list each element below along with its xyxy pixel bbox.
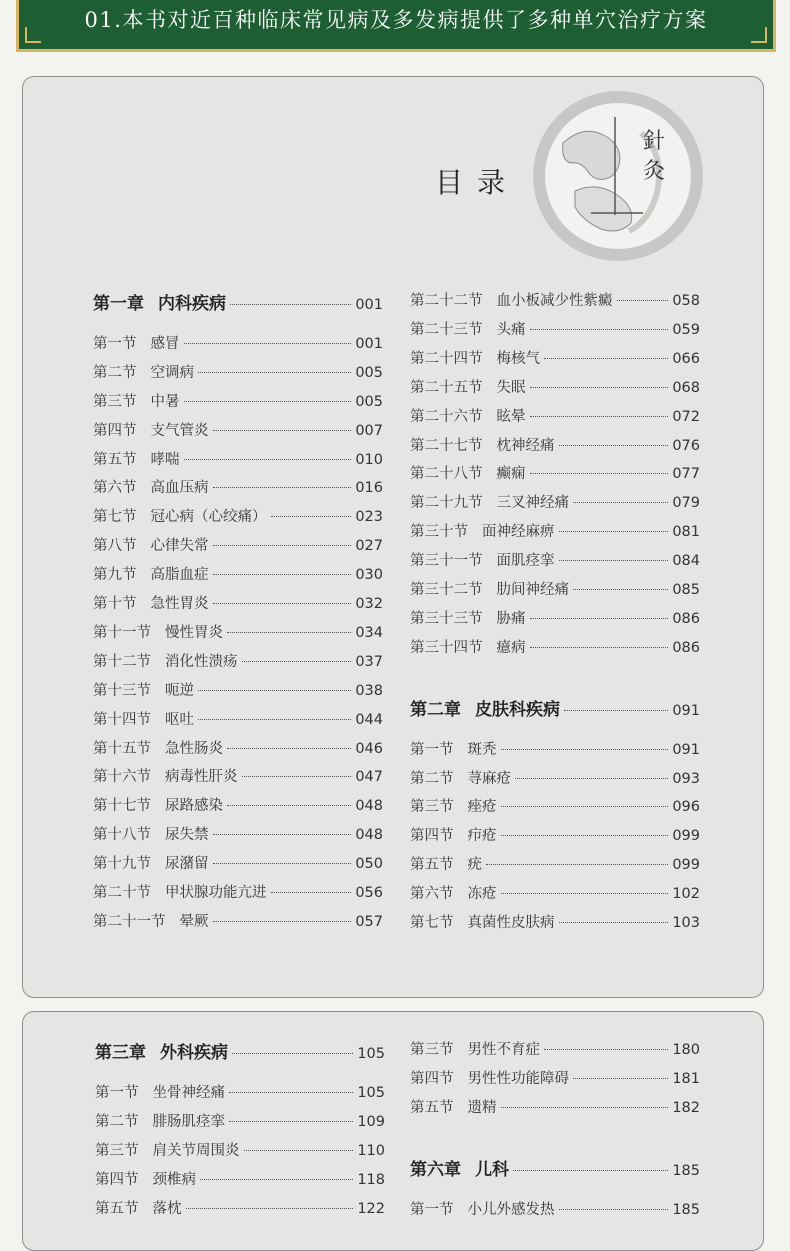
page-number: 105: [357, 1084, 385, 1101]
leader-dots: [213, 921, 352, 922]
toc-section-row: [410, 738, 700, 759]
leader-dots: [242, 776, 352, 777]
page-number: 091: [672, 702, 700, 719]
page-number: 086: [672, 610, 700, 627]
section-number: 第三节: [410, 1042, 454, 1058]
leader-dots: [530, 416, 669, 417]
leader-dots: [184, 343, 352, 344]
page-number: 103: [672, 915, 700, 931]
section-number: 第二十四节: [410, 350, 483, 367]
section-title: 胁痛: [496, 610, 526, 627]
section-title: 荨麻疮: [467, 770, 511, 787]
page-number: 093: [672, 770, 700, 787]
page-number: 068: [672, 379, 700, 396]
section-number: 第二节: [410, 770, 454, 787]
leader-dots: [559, 531, 669, 532]
section-title: 空调病: [150, 364, 194, 381]
section-title: 呕吐: [165, 711, 194, 728]
section-title: 面神经麻痹: [482, 524, 555, 541]
toc-section-row: [95, 1081, 385, 1102]
leader-dots: [213, 863, 352, 864]
leader-dots: [227, 805, 351, 806]
toc-section-row: [93, 679, 383, 700]
section-title: 小儿外感发热: [467, 1201, 555, 1218]
leader-dots: [501, 835, 669, 836]
leader-dots: [564, 710, 668, 711]
page-number: 048: [355, 827, 383, 844]
toc-section-row: [93, 794, 383, 815]
section-title: 慢性胃炎: [165, 624, 223, 641]
page-number: 007: [355, 422, 383, 439]
leader-dots: [213, 603, 352, 604]
section-number: 第二十一节: [93, 913, 166, 930]
section-number: 第十一节: [93, 624, 151, 641]
page-number: 079: [672, 495, 700, 512]
section-title: 男性性功能障碍: [467, 1070, 569, 1087]
section-number: 第五节: [95, 1200, 139, 1217]
leader-dots: [501, 1107, 669, 1108]
toc-card-1: [22, 76, 764, 998]
section-title: 血小板减少性紫癜: [496, 293, 613, 309]
section-number: 第一节: [93, 335, 137, 352]
toc-section-row: [93, 881, 383, 902]
leader-dots: [573, 589, 668, 590]
section-number: 第十五节: [93, 740, 151, 757]
section-number: 第十六节: [93, 769, 151, 786]
page-number: 057: [355, 913, 383, 930]
section-title: 枕神经痛: [496, 437, 555, 454]
toc-section-row: [93, 563, 383, 584]
section-title: 颈椎病: [152, 1171, 196, 1188]
leader-dots: [184, 401, 352, 402]
section-number: 第二十五节: [410, 379, 483, 396]
section-number: 第十三节: [93, 682, 151, 699]
page-number: 010: [355, 451, 383, 468]
section-number: 第九节: [93, 567, 137, 584]
section-title: 斑秃: [467, 741, 497, 758]
page-number: 005: [355, 364, 383, 381]
section-title: 疖疮: [467, 828, 497, 845]
section-title: 面肌痉挛: [496, 553, 555, 570]
toc-chapter-row: [410, 1155, 700, 1180]
leader-dots: [229, 1092, 353, 1093]
toc-chapter-row: [410, 695, 700, 720]
chapter-title: 儿科: [475, 1159, 509, 1180]
section-number: 第二节: [95, 1113, 139, 1130]
toc-section-row: [410, 347, 700, 368]
leader-dots: [530, 387, 669, 388]
toc-section-row: [410, 434, 700, 455]
section-number: 第七节: [410, 915, 454, 931]
section-number: 第二十节: [93, 885, 151, 901]
toc-section-row: [93, 448, 383, 469]
toc-section-row: [410, 607, 700, 628]
toc-section-row: [410, 824, 700, 845]
leader-dots: [544, 358, 668, 359]
page-number: 099: [672, 857, 700, 874]
page-number: 076: [672, 437, 700, 454]
leader-dots: [515, 778, 668, 779]
section-number: 第二十八节: [410, 466, 483, 483]
leader-dots: [213, 574, 352, 575]
chapter-number: 第一章: [93, 294, 144, 314]
page-number: 096: [672, 799, 700, 816]
page-number: 059: [672, 321, 700, 338]
section-title: 梅核气: [496, 350, 540, 367]
section-title: 支气管炎: [150, 422, 209, 439]
page-number: 046: [355, 740, 383, 757]
leader-dots: [559, 922, 669, 923]
leader-dots: [501, 806, 669, 807]
section-title: 冠心病（心绞痛）: [150, 509, 267, 526]
leader-dots: [198, 690, 351, 691]
toc-section-row: [93, 534, 383, 555]
leader-dots: [232, 1053, 353, 1054]
toc-section-row: [410, 1198, 700, 1219]
section-title: 坐骨神经痛: [152, 1084, 225, 1101]
page-number: 084: [672, 553, 700, 570]
leader-dots: [213, 487, 352, 488]
page-number: 066: [672, 350, 700, 367]
leader-dots: [559, 445, 669, 446]
page-number: 032: [355, 596, 383, 612]
section-title: 遗精: [467, 1099, 497, 1116]
leader-dots: [513, 1170, 668, 1171]
section-number: 第五节: [410, 857, 454, 874]
section-number: 第二十七节: [410, 437, 483, 454]
section-number: 第三十四节: [410, 639, 483, 656]
section-title: 急性胃炎: [150, 596, 209, 612]
toc-section-row: [93, 592, 383, 613]
leader-dots: [530, 329, 669, 330]
section-title: 呃逆: [165, 682, 194, 699]
section-number: 第一节: [95, 1084, 139, 1101]
toc-section-row: [410, 1096, 700, 1117]
section-number: 第十七节: [93, 798, 151, 815]
page-number: 102: [672, 886, 700, 903]
page-number: 077: [672, 466, 700, 483]
section-title: 急性肠炎: [165, 740, 223, 757]
toc-section-row: [93, 852, 383, 873]
toc-section-row: [410, 405, 700, 426]
page-number: 081: [672, 524, 700, 541]
section-title: 尿失禁: [165, 827, 209, 844]
section-number: 第三十三节: [410, 610, 483, 627]
leader-dots: [200, 1179, 353, 1180]
section-number: 第三节: [95, 1142, 139, 1159]
toc-section-row: [410, 289, 700, 310]
section-number: 第二十三节: [410, 321, 483, 338]
chapter-number: 第三章: [95, 1043, 146, 1063]
toc-section-row: [410, 549, 700, 570]
toc-section-row: [93, 505, 383, 526]
toc-section-row: [93, 476, 383, 497]
section-number: 第十九节: [93, 856, 151, 873]
section-title: 甲状腺功能亢进: [165, 885, 267, 901]
section-number: 第四节: [410, 1070, 454, 1087]
page-number: 034: [355, 624, 383, 641]
section-title: 消化性溃疡: [165, 653, 238, 670]
toc-section-row: [93, 737, 383, 758]
leader-dots: [530, 647, 669, 648]
toc-chapter-row: [95, 1038, 385, 1063]
leader-dots: [230, 304, 351, 305]
section-number: 第五节: [410, 1099, 454, 1116]
section-title: 病毒性肝炎: [165, 769, 238, 786]
page-number: 047: [355, 769, 383, 786]
section-number: 第三节: [93, 393, 137, 410]
section-title: 三叉神经痛: [496, 495, 569, 512]
toc-section-row: [93, 823, 383, 844]
page-number: 044: [355, 711, 383, 728]
page-number: 110: [357, 1142, 385, 1159]
section-number: 第十四节: [93, 711, 151, 728]
section-title: 肩关节周围炎: [152, 1142, 240, 1159]
section-number: 第三十二节: [410, 582, 483, 598]
toc-section-row: [410, 376, 700, 397]
toc-section-row: [410, 491, 700, 512]
toc-section-row: [95, 1197, 385, 1218]
section-number: 第十八节: [93, 827, 151, 844]
page-number: 091: [672, 741, 700, 758]
toc-section-row: [93, 708, 383, 729]
toc-title: 目录: [435, 166, 520, 199]
toc-card-2: [22, 1011, 764, 1251]
leader-dots: [271, 516, 352, 517]
leader-dots: [530, 618, 669, 619]
acupuncture-logo: [533, 91, 703, 261]
page-number: 085: [672, 582, 700, 598]
section-title: 晕厥: [179, 913, 209, 930]
section-title: 疣: [467, 857, 482, 874]
toc-section-row: [93, 910, 383, 931]
section-number: 第四节: [410, 828, 454, 845]
toc-section-row: [410, 795, 700, 816]
page-number: 001: [355, 335, 383, 352]
page-number: 185: [672, 1201, 700, 1218]
section-number: 第六节: [410, 886, 454, 903]
hand-needle-illustration: [545, 103, 691, 249]
page-number: 086: [672, 639, 700, 656]
page-number: 027: [355, 538, 383, 555]
section-number: 第四节: [93, 422, 137, 439]
leader-dots: [544, 1049, 668, 1050]
section-title: 癫痫: [496, 466, 526, 483]
chapter-number: 第二章: [410, 699, 461, 720]
page-number: 180: [672, 1042, 700, 1058]
toc-section-row: [95, 1168, 385, 1189]
page-number: 023: [355, 509, 383, 526]
section-number: 第十二节: [93, 653, 151, 670]
leader-dots: [559, 1209, 669, 1210]
toc-section-row: [410, 882, 700, 903]
toc-section-row: [93, 390, 383, 411]
leader-dots: [213, 834, 352, 835]
page-number: 072: [672, 408, 700, 425]
section-number: 第七节: [93, 509, 137, 526]
leader-dots: [573, 1078, 668, 1079]
page-number: 058: [672, 293, 700, 309]
section-title: 尿路感染: [165, 798, 223, 815]
leader-dots: [227, 748, 351, 749]
toc-section-row: [95, 1139, 385, 1160]
leader-dots: [186, 1208, 354, 1209]
section-title: 失眠: [496, 379, 526, 396]
section-number: 第二十二节: [410, 293, 483, 309]
page-number: 109: [357, 1113, 385, 1130]
leader-dots: [573, 502, 668, 503]
section-title: 落枕: [152, 1200, 182, 1217]
section-number: 第二节: [93, 364, 137, 381]
section-title: 冻疮: [467, 886, 497, 903]
section-number: 第八节: [93, 538, 137, 555]
chapter-title: 内科疾病: [158, 294, 226, 314]
toc-section-row: [410, 318, 700, 339]
leader-dots: [198, 372, 351, 373]
section-number: 第五节: [93, 451, 137, 468]
section-title: 肋间神经痛: [496, 582, 569, 598]
toc-section-row: [410, 853, 700, 874]
leader-dots: [198, 719, 351, 720]
section-title: 眩晕: [496, 408, 526, 425]
leader-dots: [486, 864, 668, 865]
page-number: 182: [672, 1099, 700, 1116]
leader-dots: [213, 430, 352, 431]
leader-dots: [271, 892, 352, 893]
toc-section-row: [410, 1067, 700, 1088]
toc-section-row: [93, 765, 383, 786]
section-title: 哮喘: [150, 451, 180, 468]
section-title: 癔病: [496, 639, 526, 656]
toc-section-row: [410, 462, 700, 483]
section-number: 第三十一节: [410, 553, 483, 570]
page-number: 105: [357, 1046, 385, 1062]
section-number: 第二十六节: [410, 408, 483, 425]
section-number: 第六节: [93, 480, 137, 497]
page-number: 181: [672, 1070, 700, 1087]
page-number: 050: [355, 856, 383, 873]
section-title: 感冒: [150, 335, 180, 352]
toc-section-row: [95, 1110, 385, 1131]
logo-illustration: [545, 103, 691, 249]
section-title: 心律失常: [150, 538, 209, 555]
toc-section-row: [410, 1038, 700, 1059]
page-number: 118: [357, 1171, 385, 1188]
toc-section-row: [93, 621, 383, 642]
toc-chapter-row: [93, 289, 383, 314]
toc-section-row: [410, 911, 700, 932]
section-number: 第三十节: [410, 524, 468, 541]
page-number: 185: [672, 1162, 700, 1179]
page-number: 016: [355, 480, 383, 497]
page-number: 056: [355, 885, 383, 901]
page-number: 005: [355, 393, 383, 410]
section-number: 第二十九节: [410, 495, 483, 512]
section-title: 真菌性皮肤病: [467, 915, 555, 931]
leader-dots: [227, 632, 351, 633]
toc-section-row: [93, 332, 383, 353]
top-banner: [16, 0, 776, 52]
page-number: 001: [355, 297, 383, 313]
page-number: 037: [355, 653, 383, 670]
section-number: 第一节: [410, 741, 454, 758]
toc-section-row: [410, 520, 700, 541]
leader-dots: [213, 545, 352, 546]
toc-section-row: [410, 578, 700, 599]
leader-dots: [559, 560, 669, 561]
section-title: 高脂血症: [150, 567, 209, 584]
leader-dots: [530, 473, 669, 474]
leader-dots: [501, 893, 669, 894]
page-number: 122: [357, 1200, 385, 1217]
section-title: 痤疮: [467, 799, 497, 816]
leader-dots: [501, 749, 669, 750]
section-number: 第一节: [410, 1201, 454, 1218]
section-title: 腓肠肌痉挛: [152, 1113, 225, 1130]
leader-dots: [184, 459, 352, 460]
section-title: 男性不育症: [467, 1042, 540, 1058]
section-number: 第十节: [93, 596, 137, 612]
toc-section-row: [93, 419, 383, 440]
leader-dots: [242, 661, 352, 662]
toc-section-row: [410, 636, 700, 657]
chapter-title: 皮肤科疾病: [475, 699, 560, 720]
section-title: 中暑: [150, 393, 180, 410]
toc-section-row: [93, 650, 383, 671]
toc-section-row: [410, 767, 700, 788]
page-number: 038: [355, 682, 383, 699]
chapter-number: 第六章: [410, 1159, 461, 1180]
section-title: 高血压病: [150, 480, 209, 497]
page-number: 048: [355, 798, 383, 815]
toc-section-row: [93, 361, 383, 382]
section-number: 第三节: [410, 799, 454, 816]
logo-text: 針灸: [643, 129, 666, 184]
banner-text: 01.本书对近百种临床常见病及多发病提供了多种单穴治疗方案: [84, 8, 708, 32]
page-number: 030: [355, 567, 383, 584]
section-number: 第四节: [95, 1171, 139, 1188]
page-number: 099: [672, 828, 700, 845]
leader-dots: [244, 1150, 354, 1151]
chapter-title: 外科疾病: [160, 1043, 228, 1063]
leader-dots: [617, 300, 669, 301]
leader-dots: [229, 1121, 353, 1122]
section-title: 头痛: [496, 321, 526, 338]
section-title: 尿潴留: [165, 856, 209, 873]
